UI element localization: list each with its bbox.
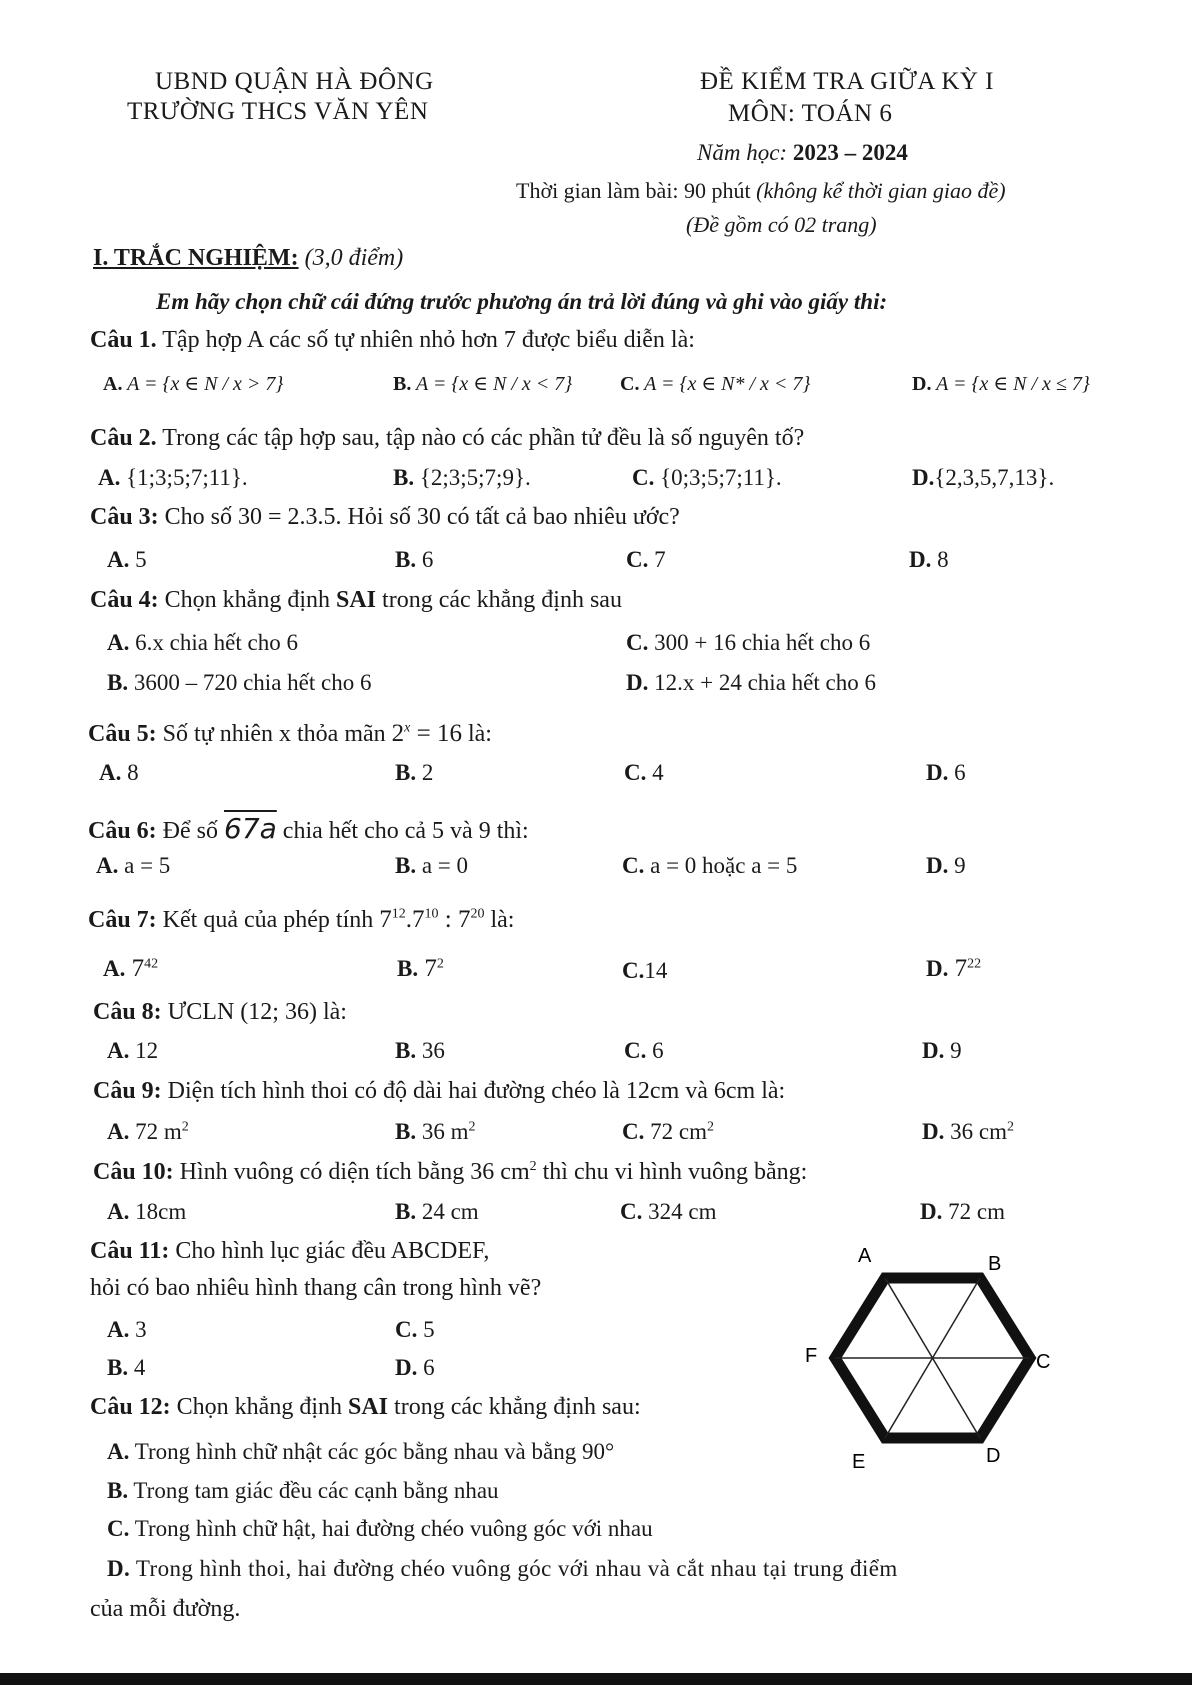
vertex-label-f: F [805, 1345, 818, 1367]
question-tail: là: [461, 721, 492, 747]
option-text: 9 [944, 1038, 962, 1063]
section-title [93, 245, 403, 272]
option-text: Trong hình chữ hật, hai đường chéo vuông góc với nhau [129, 1516, 653, 1541]
option-text: 6 [646, 1038, 664, 1063]
question-label: Câu 5: [88, 721, 157, 747]
option-text: 3 [129, 1317, 147, 1342]
q6-option-c[interactable] [622, 853, 797, 879]
option-letter: B. [395, 547, 417, 572]
q2-option-a[interactable] [98, 465, 248, 491]
question-tail: thì chu vi hình vuông bằng: [536, 1159, 808, 1185]
q10-option-d[interactable] [920, 1199, 1005, 1225]
math-term: : 7 [438, 906, 471, 933]
math-exponent: 12 [391, 906, 406, 922]
question-label: Câu 8: [93, 999, 162, 1025]
option-text: A = {x ∈ N* / x < 7} [639, 373, 811, 395]
math-exponent: 20 [470, 906, 485, 922]
question-tail: trong các khẳng định sau [376, 587, 622, 613]
option-letter: A. [107, 630, 130, 655]
q12-option-d-continuation: của mỗi đường. [90, 1596, 241, 1622]
option-letter: D. [920, 1199, 943, 1224]
question-text: Cho số 30 = 2.3.5. Hỏi số 30 có tất cả bao nhiêu ước? [158, 504, 680, 530]
q10-option-a[interactable] [107, 1199, 186, 1225]
option-letter: D. [912, 465, 935, 490]
math-base: 2 [391, 720, 405, 747]
question-label: Câu 2. [90, 425, 157, 451]
q5-option-c[interactable] [624, 760, 664, 786]
option-exponent: 2 [1006, 1119, 1014, 1135]
option-letter: B. [395, 853, 417, 878]
q4-option-a[interactable] [107, 630, 298, 656]
question-label: Câu 10: [93, 1159, 174, 1185]
option-text: 6.x chia hết cho 6 [129, 630, 298, 655]
question-label: Câu 11: [90, 1238, 170, 1264]
option-text: A = {x ∈ N / x > 7} [122, 373, 284, 395]
option-text: 18cm [129, 1199, 187, 1224]
question-tail: chia hết cho cả 5 và 9 thì: [276, 818, 529, 844]
option-text: 72 cm [942, 1199, 1005, 1224]
q5-option-a[interactable] [99, 760, 139, 786]
question-label: Câu 6: [88, 818, 157, 844]
question-tail: trong các khẳng định sau: [388, 1394, 641, 1420]
option-letter: C. [107, 1516, 130, 1541]
q7-option-b[interactable] [397, 955, 444, 983]
option-letter: A. [103, 373, 123, 395]
expression [379, 906, 484, 933]
q2-option-c[interactable] [632, 465, 782, 491]
q12-option-a[interactable] [107, 1439, 614, 1465]
q8-option-a[interactable] [107, 1038, 158, 1064]
option-text: 6 [417, 1355, 435, 1380]
question-text: Kết quả của phép tính [156, 907, 380, 933]
q4-option-d[interactable] [626, 670, 876, 696]
option-letter: A. [107, 1439, 130, 1464]
question-label: Câu 9: [93, 1078, 162, 1104]
q9-option-c[interactable] [622, 1119, 714, 1145]
question-8 [93, 999, 347, 1026]
question-text: Diện tích hình thoi có độ dài hai đường chéo là 12cm và 6cm là: [161, 1078, 786, 1104]
question-text: ƯCLN (12; 36) là: [161, 999, 347, 1025]
question-label: Câu 3: [90, 504, 159, 530]
option-text: Trong hình thoi, hai đường chéo vuông góc với nhau và cắt nhau tại trung điểm [130, 1556, 898, 1581]
option-letter: B. [107, 1355, 129, 1380]
option-letter: D. [926, 760, 949, 785]
option-letter: A. [107, 1199, 130, 1224]
q10-option-b[interactable] [395, 1199, 479, 1225]
math-term: .7 [405, 906, 425, 933]
option-text: 3600 – 720 chia hết cho 6 [128, 670, 372, 695]
option-text: 12.x + 24 chia hết cho 6 [648, 670, 876, 695]
q7-option-a[interactable] [103, 955, 158, 983]
option-letter: A. [107, 547, 130, 572]
question-label: Câu 12: [90, 1394, 171, 1420]
option-base: 36 m [416, 1119, 469, 1144]
school-district: UBND QUẬN HÀ ĐÔNG [155, 68, 434, 95]
option-letter: D. [912, 373, 932, 395]
option-text: a = 0 hoặc a = 5 [644, 853, 798, 878]
option-letter: B. [393, 373, 412, 395]
option-letter: C. [622, 1119, 645, 1144]
question-text: Chọn khẳng định [158, 587, 336, 613]
question-text: Cho hình lục giác đều ABCDEF, [169, 1238, 490, 1264]
option-letter: B. [395, 1038, 417, 1063]
option-letter: D. [922, 1038, 945, 1063]
option-letter: C. [624, 1038, 647, 1063]
option-letter: C. [622, 853, 645, 878]
q7-option-c[interactable] [622, 958, 667, 984]
math-exponent: 10 [424, 906, 439, 922]
option-base: 7 [125, 955, 145, 982]
q6-option-a[interactable] [96, 853, 170, 879]
option-letter: B. [107, 1478, 129, 1503]
school-year [697, 140, 908, 166]
question-text: Hình vuông có diện tích bằng [173, 1159, 471, 1185]
option-letter: C. [620, 373, 640, 395]
math-exponent: 2 [529, 1159, 537, 1174]
school-year-value: 2023 – 2024 [792, 140, 908, 165]
option-letter: D. [922, 1119, 945, 1144]
question-11-line2: hỏi có bao nhiêu hình thang cân trong hình vẽ? [90, 1275, 542, 1301]
question-tail: là: [484, 907, 515, 933]
option-text: Trong tam giác đều các cạnh bằng nhau [128, 1478, 499, 1503]
option-text: 5 [417, 1317, 435, 1342]
question-label: Câu 1. [90, 327, 157, 353]
option-text: 9 [948, 853, 966, 878]
option-exponent: 22 [967, 956, 982, 972]
option-text: a = 0 [416, 853, 469, 878]
q5-option-d[interactable] [926, 760, 966, 786]
question-label: Câu 4: [90, 587, 159, 613]
question-label: Câu 7: [88, 907, 157, 933]
section-heading: I. TRẮC NGHIỆM: [93, 245, 299, 271]
option-letter: A. [107, 1317, 130, 1342]
q2-option-d[interactable] [912, 465, 1054, 491]
option-letter: B. [395, 760, 417, 785]
question-2 [90, 425, 804, 452]
option-text: Trong hình chữ nhật các góc bằng nhau và bằng 90° [129, 1439, 615, 1464]
question-3 [90, 504, 680, 531]
q2-option-b[interactable] [393, 465, 531, 491]
duration [516, 178, 1006, 204]
option-letter: C. [626, 630, 649, 655]
option-text: A = {x ∈ N / x < 7} [411, 373, 573, 395]
q4-option-c[interactable] [626, 630, 870, 656]
option-letter: D. [926, 956, 949, 981]
option-text: A = {x ∈ N / x ≤ 7} [931, 373, 1090, 395]
option-text: 5 [129, 547, 147, 572]
q12-option-d[interactable] [107, 1556, 898, 1582]
option-exponent: 42 [144, 956, 159, 972]
question-12 [90, 1394, 641, 1421]
q1-option-a[interactable] [103, 371, 283, 396]
q8-option-b[interactable] [395, 1038, 445, 1064]
question-10 [93, 1159, 807, 1186]
duration-label: Thời gian làm bài: 90 phút [516, 178, 757, 203]
question-text: Chọn khẳng định [170, 1394, 348, 1420]
q3-option-a[interactable] [107, 547, 147, 573]
option-exponent: 2 [468, 1119, 476, 1135]
option-letter: D. [626, 670, 649, 695]
math-term: 36 cm [470, 1159, 530, 1185]
q1-option-d[interactable] [912, 371, 1090, 396]
option-text: 8 [931, 547, 949, 572]
option-text: 6 [948, 760, 966, 785]
option-text: 36 [416, 1038, 445, 1063]
q1-option-b[interactable] [393, 371, 572, 396]
q8-option-d[interactable] [922, 1038, 962, 1064]
option-letter: A. [99, 760, 122, 785]
option-base: 72 m [129, 1119, 182, 1144]
option-text: 24 cm [416, 1199, 479, 1224]
option-base: 7 [948, 955, 968, 982]
question-4 [90, 587, 622, 614]
math-exponent: x [404, 720, 411, 736]
duration-note: (không kể thời gian giao đề) [756, 178, 1006, 203]
option-text: 12 [129, 1038, 159, 1063]
option-text: {1;3;5;7;11}. [120, 465, 248, 490]
q1-option-c[interactable] [620, 371, 810, 396]
question-text: Trong các tập hợp sau, tập nào có các phần tử đều là số nguyên tố? [156, 425, 805, 451]
option-letter: B. [395, 1119, 417, 1144]
option-letter: D. [395, 1355, 418, 1380]
option-exponent: 2 [436, 956, 444, 972]
q9-option-d[interactable] [922, 1119, 1014, 1145]
vertex-label-d: D [986, 1445, 1001, 1467]
option-text: a = 5 [118, 853, 171, 878]
q12-option-c[interactable] [107, 1516, 653, 1542]
option-letter: A. [107, 1119, 130, 1144]
q9-option-b[interactable] [395, 1119, 475, 1145]
option-letter: B. [395, 1199, 417, 1224]
section-points: (3,0 điểm) [298, 245, 404, 271]
q9-option-a[interactable] [107, 1119, 189, 1145]
question-9 [93, 1078, 785, 1105]
school-year-label: Năm học: [697, 140, 793, 165]
option-text: {2,3,5,7,13}. [934, 465, 1055, 490]
option-text: 6 [416, 547, 434, 572]
question-5 [88, 720, 492, 748]
option-letter: C. [624, 760, 647, 785]
exam-title: ĐỀ KIỂM TRA GIỮA KỲ I [700, 68, 995, 95]
option-text: 4 [128, 1355, 146, 1380]
option-exponent: 2 [181, 1119, 189, 1135]
option-letter: C. [395, 1317, 418, 1342]
option-text: 14 [644, 958, 668, 983]
question-11 [90, 1238, 489, 1265]
option-text: 4 [646, 760, 664, 785]
q11-option-d[interactable] [395, 1355, 435, 1381]
option-base: 72 cm [644, 1119, 707, 1144]
math-term: 7 [379, 906, 392, 933]
instruction: Em hãy chọn chữ cái đứng trước phương án trả lời đúng và ghi vào giấy thi: [156, 289, 888, 314]
question-1 [90, 327, 695, 354]
equation [392, 720, 462, 747]
q6-option-d[interactable] [926, 853, 966, 879]
option-letter: A. [96, 853, 119, 878]
q8-option-c[interactable] [624, 1038, 664, 1064]
option-text: 300 + 16 chia hết cho 6 [648, 630, 871, 655]
pages-note: (Đề gồm có 02 trang) [686, 212, 877, 237]
q3-option-c[interactable] [626, 547, 666, 573]
option-base: 36 cm [944, 1119, 1007, 1144]
option-text: {0;3;5;7;11}. [654, 465, 782, 490]
q11-option-b[interactable] [107, 1355, 145, 1381]
option-letter: A. [98, 465, 121, 490]
option-letter: B. [397, 956, 419, 981]
question-7 [88, 906, 514, 934]
question-text: Tập hợp A các số tự nhiên nhỏ hơn 7 được biểu diễn là: [156, 327, 695, 353]
q3-option-b[interactable] [395, 547, 433, 573]
overline-number: 67a [224, 812, 277, 845]
q10-option-c[interactable] [620, 1199, 716, 1225]
q11-option-a[interactable] [107, 1317, 147, 1343]
question-text: Số tự nhiên x thỏa mãn [156, 721, 392, 747]
option-text: 7 [648, 547, 666, 572]
q6-option-b[interactable] [395, 853, 468, 879]
option-base: 7 [418, 955, 437, 982]
option-letter: C. [632, 465, 655, 490]
vertex-label-b: B [988, 1253, 1002, 1275]
option-letter: A. [107, 1038, 130, 1063]
q12-option-b[interactable] [107, 1478, 499, 1504]
option-letter: D. [909, 547, 932, 572]
option-letter: C. [626, 547, 649, 572]
q4-option-b[interactable] [107, 670, 371, 696]
vertex-label-a: A [858, 1245, 872, 1267]
option-exponent: 2 [706, 1119, 714, 1135]
vertex-label-e: E [852, 1451, 866, 1473]
math-rest: = 16 [410, 720, 462, 747]
option-letter: C. [620, 1199, 643, 1224]
q7-option-d[interactable] [926, 955, 981, 983]
option-letter: B. [107, 670, 129, 695]
page-bottom-border [0, 1673, 1192, 1685]
vertex-label-c: C [1036, 1351, 1051, 1373]
option-letter: B. [393, 465, 415, 490]
question-emphasis: SAI [348, 1394, 389, 1420]
question-6 [88, 812, 529, 845]
option-letter: D. [107, 1556, 131, 1581]
q11-option-c[interactable] [395, 1317, 435, 1343]
option-text: 8 [121, 760, 139, 785]
option-letter: A. [103, 956, 126, 981]
option-text: 2 [416, 760, 434, 785]
option-letter: D. [926, 853, 949, 878]
school-name: TRƯỜNG THCS VĂN YÊN [127, 98, 429, 125]
option-text: 324 cm [642, 1199, 717, 1224]
option-text: {2;3;5;7;9}. [414, 465, 531, 490]
question-text: Để số [156, 818, 224, 844]
subject: MÔN: TOÁN 6 [728, 100, 893, 127]
hexagon-figure [790, 1240, 1060, 1480]
q5-option-b[interactable] [395, 760, 433, 786]
option-letter: C. [622, 958, 645, 983]
question-emphasis: SAI [336, 587, 377, 613]
q3-option-d[interactable] [909, 547, 949, 573]
